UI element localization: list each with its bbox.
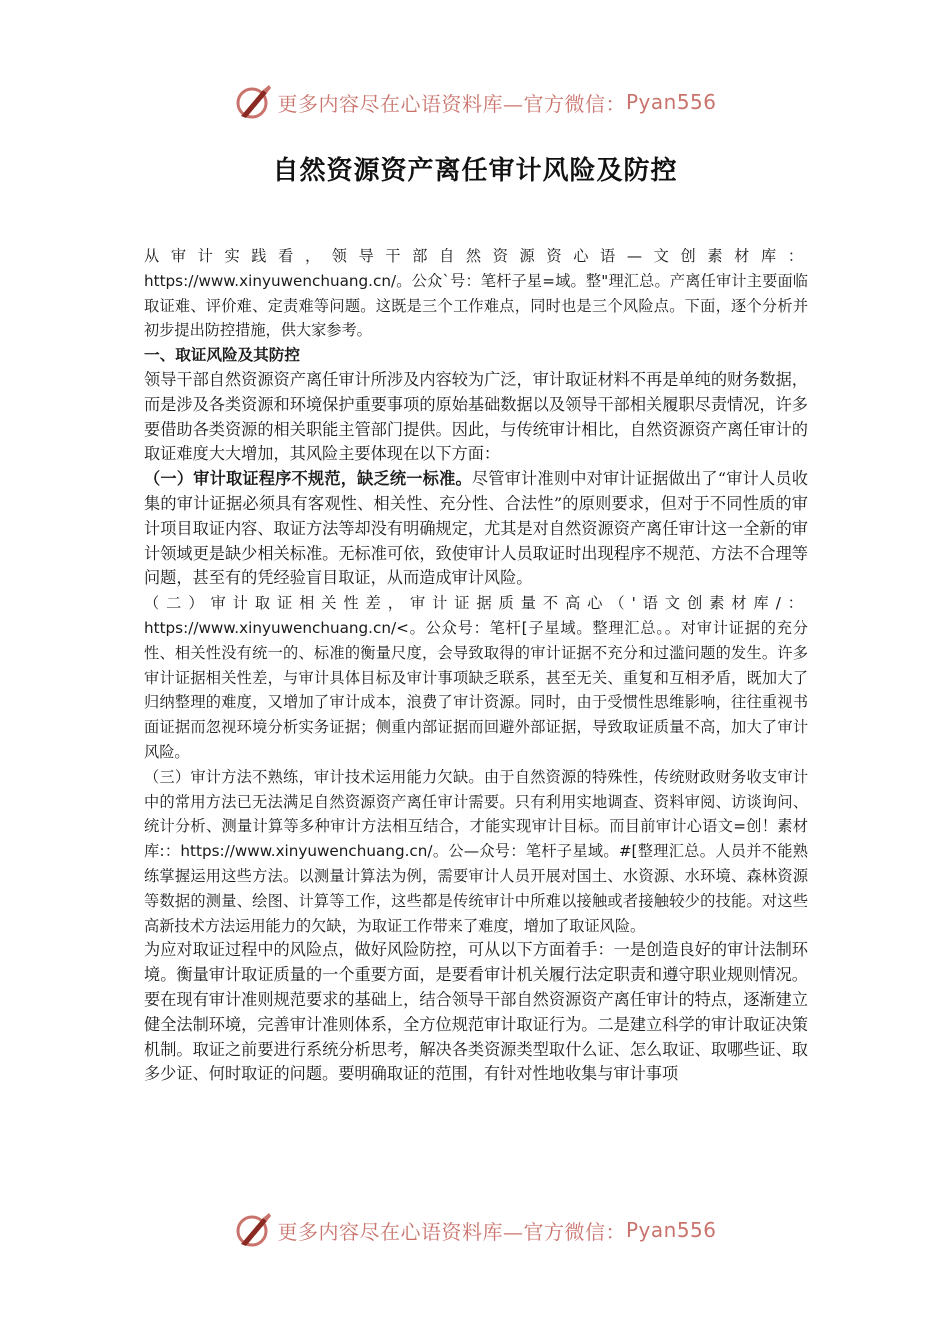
paragraph-4: [144, 591, 808, 765]
paragraph-5: （三）审计方法不熟练，审计技术运用能力欠缺。由于自然资源的特殊性，传统财政财务收支审计中的常用方法已无法满足自然资源资产离任审计需要。只有利用实地调查、资料审阅、访谈询问、统计分析、测量计算等多种审计方法相互结合，才能实现审计目标。而目前审计心语文=创！素材库:：https://www.xinyuwenchuang.cn/。公—众号：笔杆子星域。#[整理汇总。人员并不能熟练掌握运用这些方法。以测量计算法为例，需要审计人员开展对国土、水资源、水环境、森林资源等数据的测量、绘图、计算等工作，这些都是传统审计中所难以接触或者接触较少的技能。对这些高新技术方法运用能力的欠缺，为取证工作带来了难度，增加了取证风险。: [144, 767, 808, 935]
pen-circle-logo-icon: [233, 82, 273, 122]
paragraph-intro: [144, 244, 808, 343]
paragraph-6: 为应对取证过程中的风险点，做好风险防控，可从以下方面着手：一是创造良好的审计法制环境。衡量审计取证质量的一个重要方面，是要看审计机关履行法定职责和遵守职业规则情况。要在现有审计准则规范要求的基础上，结合领导干部自然资源资产离任审计的特点，逐渐建立健全法制环境，完善审计准则体系，全方位规范审计取证行为。二是建立科学的审计取证决策机制。取证之前要进行系统分析思考，解决各类资源类型取什么证、怎么取证、取哪些证、取多少证、何时取证的问题。要明确取证的范围，有针对性地收集与审计事项: [144, 940, 808, 1084]
paragraph-3-lead: （一）审计取证程序不规范，缺乏统一标准。: [144, 469, 472, 489]
footer-watermark-banner: [0, 1208, 950, 1252]
paragraph-4-rest: https://www.xinyuwenchuang.cn/<。公众号：笔杆[子星域。整理汇总。。对审计证据的充分性、相关性没有统一的、标准的衡量尺度，会导致取得的审计证据不充分和过滥问题的发生。许多审计证据相关性差，与审计具体目标及审计事项缺乏联系，甚至无关、重复和互相矛盾，既加大了归纳整理的难度，又增加了审计成本，浪费了审计资源。同时，由于受惯性思维影响，往往重视书面证据而忽视环境分析实务证据；侧重内部证据而回避外部证据，导致取证质量不高，加大了审计风险。: [144, 618, 808, 761]
paragraph-3: [144, 467, 808, 591]
header-watermark-banner: [0, 80, 950, 124]
wechat-id: Pyan556: [625, 90, 717, 114]
section-heading-1: 一、取证风险及其防控: [144, 346, 300, 365]
page-title: 自然资源资产离任审计风险及防控: [272, 156, 678, 186]
paragraph-4-lead: （二）审计取证相关性差，审计证据质量不高心（'语文创素材库/：: [144, 594, 808, 613]
paragraph-2: 领导干部自然资源资产离任审计所涉及内容较为广泛，审计取证材料不再是单纯的财务数据，而是涉及各类资源和环境保护重要事项的原始基础数据以及领导干部相关履职尽责情况，许多要借助各类资源的相关职能主管部门提供。因此，与传统审计相比，自然资源资产离任审计的取证难度大大增加，其风险主要体现在以下方面：: [144, 369, 808, 464]
intro-rest-text: https://www.xinyuwenchuang.cn/。公众`号：笔杆子星=域。整"理汇总。产离任审计主要面临取证难、评价难、定责难等问题。这既是三个工作难点，同时也是三个风险点。下面，逐个分析并初步提出防控措施，供大家参考。: [144, 271, 808, 340]
paragraph-3-rest: 尽管审计准则中对审计证据做出了“审计人员收集的审计证据必须具有客观性、相关性、充分性、合法性”的原则要求，但对于不同性质的审计项目取证内容、取证方法等却没有明确规定，尤其是对自然资源资产离任审计这一全新的审计领域更是缺少相关标准。无标准可依，致使审计人员取证时出现程序不规范、方法不合理等问题，甚至有的凭经验盲目取证，从而造成审计风险。: [144, 469, 808, 588]
wechat-id: Pyan556: [625, 1218, 717, 1242]
article-body: [144, 244, 808, 1087]
banner-text: 更多内容尽在心语资料库—官方微信：: [277, 1219, 626, 1244]
banner-text: 更多内容尽在心语资料库—官方微信：: [277, 91, 626, 116]
pen-circle-logo-icon: [233, 1210, 273, 1250]
intro-spaced-text: 从审计实践看，领导干部自然资源资心语—文创素材库：: [144, 247, 808, 265]
